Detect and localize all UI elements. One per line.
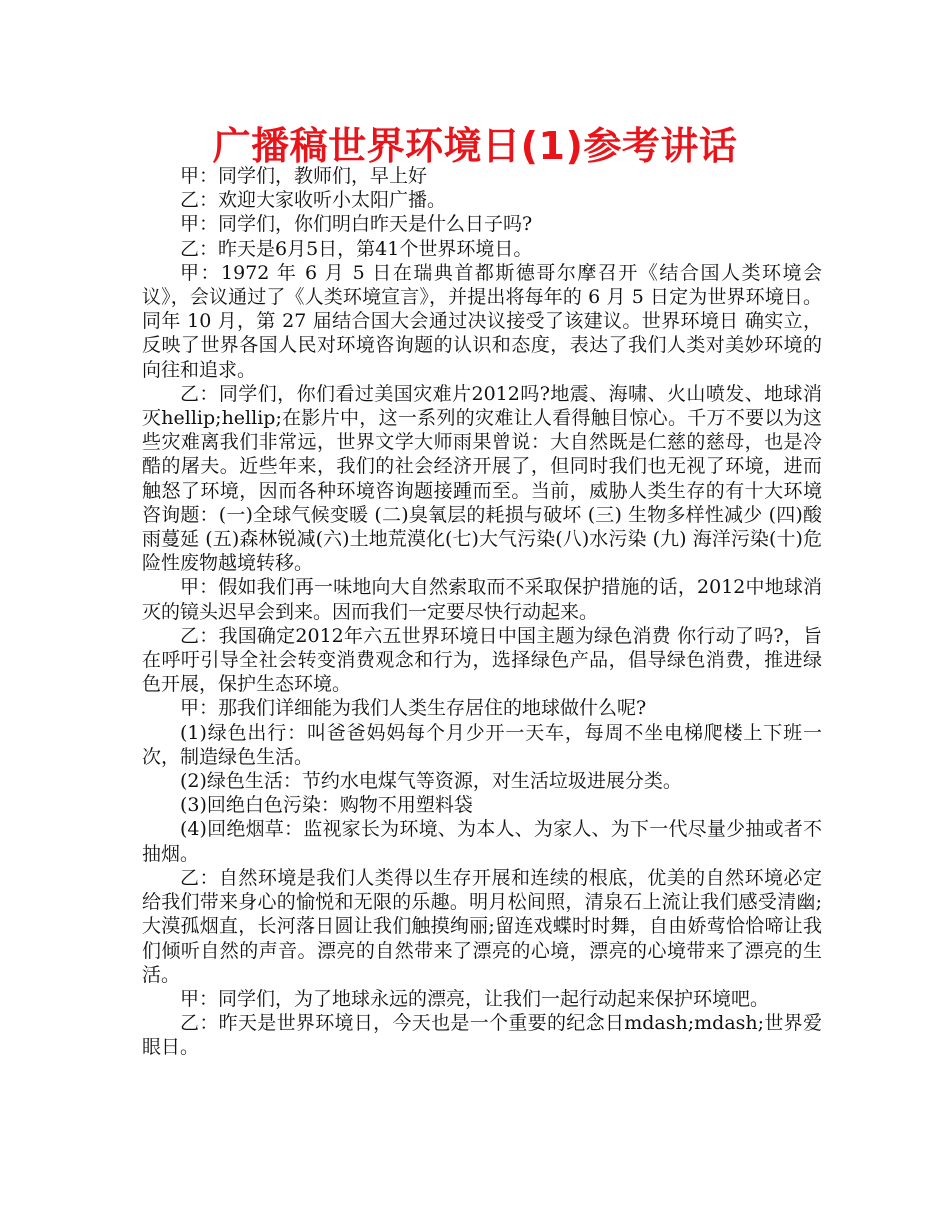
paragraph-question-date: 甲：同学们，你们明白昨天是什么日子吗? <box>180 213 533 236</box>
document-body <box>142 164 822 1060</box>
paragraph-call-to-action: 甲：同学们，为了地球永远的漂亮，让我们一起行动起来保护环境吧。 <box>180 987 770 1010</box>
paragraph-nature: 乙：自然环境是我们人类得以生存开展和连续的根底，优美的自然环境必定给我们带来身心的愉悦和无限的乐趣。明月松间照，清泉石上流让我们感受清幽;大漠孤烟直，长河落日圆让我们触摸绚丽;留连戏蝶时时舞，自由娇莺恰恰啼让我们倾听自然的声音。漂亮的自然带来了漂亮的心境，漂亮的心境带来了漂亮的生活。 <box>142 866 822 986</box>
paragraph-disasters: 乙：同学们，你们看过美国灾难片2012吗?地震、海啸、火山喷发、地球消灭hellip;hellip;在影片中，这一系列的灾难让人看得触目惊心。千万不要以为这些灾难离我们非常远，世界文学大师雨果曾说：大自然既是仁慈的慈母，也是冷酷的屠夫。近些年来，我们的社会经济开展了，但同时我们也无视了环境，进而触怒了环境，因而各种环境咨询题接踵而至。当前，威胁人类生存的有十大环境咨询题：(一)全球气候变暖 (二)臭氧层的耗损与破坏 (三) 生物多样性减少 (四)酸雨蔓延 (五)森林锐减(六)土地荒漠化(七)大气污染(八)水污染 (九) 海洋污染(十)危险性废物越境转移。 <box>142 382 822 575</box>
document-title: 广播稿世界环境日(1)参考讲话 <box>212 124 738 168</box>
list-item-no-plastic: (3)回绝白色污染：购物不用塑料袋 <box>180 794 473 817</box>
paragraph-theme: 乙：我国确定2012年六五世界环境日中国主题为绿色消费 你行动了吗?，旨在呼吁引导全社会转变消费观念和行为，选择绿色产品，倡导绿色消费，推进绿色开展，保护生态环境。 <box>142 624 822 696</box>
list-item-green-travel: (1)绿色出行：叫爸爸妈妈每个月少开一天车，每周不坐电梯爬楼上下班一次，制造绿色生活。 <box>142 721 822 768</box>
paragraph-history: 甲：1972 年 6 月 5 日在瑞典首都斯德哥尔摩召开《结合国人类环境会议》，会议通过了《人类环境宣言》，并提出将每年的 6 月 5 日定为世界环境日。同年 10 月，第 27 届结合国大会通过决议接受了该建议。世界环境日 确实立，反映了世界各国人民对环境咨询题的认识和态度，表达了我们人类对美妙环境的向往和追求。 <box>142 261 822 381</box>
list-item-no-tobacco: (4)回绝烟草：监视家长为环境、为本人、为家人、为下一代尽量少抽或者不抽烟。 <box>142 818 822 865</box>
paragraph-greeting: 甲：同学们，教师们，早上好 <box>180 165 428 187</box>
paragraph-act-now: 甲：假如我们再一味地向大自然索取而不采取保护措施的话，2012中地球消灭的镜头迟早会到来。因而我们一定要尽快行动起来。 <box>142 576 822 623</box>
paragraph-welcome: 乙：欢迎大家收听小太阳广播。 <box>180 189 447 212</box>
paragraph-what-to-do: 甲：那我们详细能为我们人类生存居住的地球做什么呢? <box>180 697 647 720</box>
paragraph-eye-day: 乙：昨天是世界环境日，今天也是一个重要的纪念日mdash;mdash;世界爱眼日。 <box>142 1012 822 1059</box>
paragraph-answer-date: 乙：昨天是6月5日，第41个世界环境日。 <box>180 237 533 260</box>
list-item-green-living: (2)绿色生活：节约水电煤气等资源，对生活垃圾进展分类。 <box>180 770 682 793</box>
